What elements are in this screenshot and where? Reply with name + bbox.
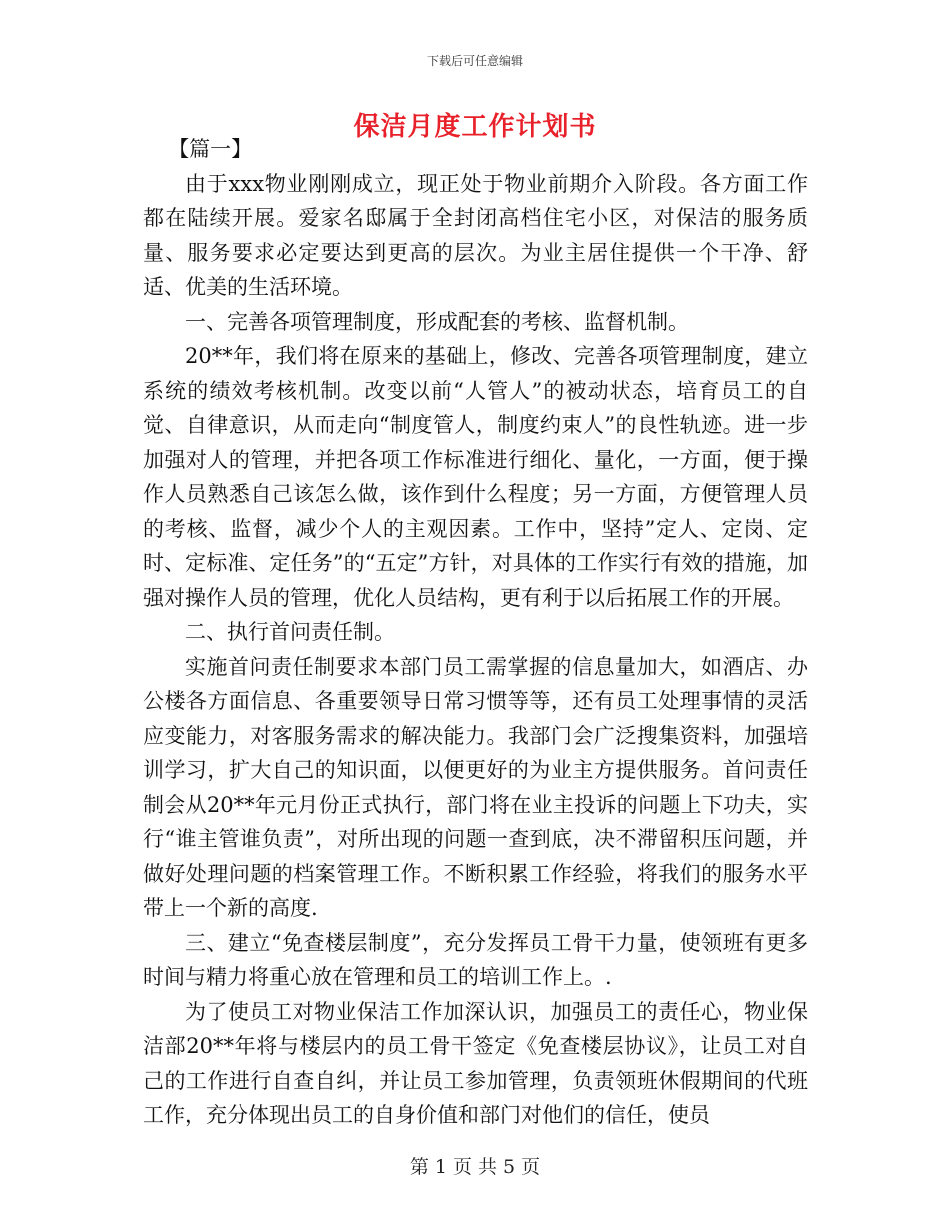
heading-three: 三、建立“免查楼层制度”，充分发挥员工骨干力量，使领班有更多时间与精力将重心放在管理和员工的培训工作上。. bbox=[143, 930, 808, 989]
section-label: 【篇一】 bbox=[168, 137, 253, 161]
header-note: 下载后可任意编辑 bbox=[426, 54, 523, 68]
heading-one: 一、完善各项管理制度，形成配套的考核、监督机制。 bbox=[185, 309, 689, 334]
document-title: 保洁月度工作计划书 bbox=[353, 112, 597, 142]
paragraph-one: 20**年，我们将在原来的基础上，修改、完善各项管理制度，建立系统的绩效考核机制。改变以前“人管人”的被动状态，培育员工的自觉、自律意识，从而走向“制度管人，制度约束人”的良性轨迹。进一步加强对人的管理，并把各项工作标准进行细化、量化，一方面，便于操作人员熟悉自己该怎么做，该作到什么程度；另一方面，方便管理人员的考核、监督，减少个人的主观因素。工作中，坚持”定人、定岗、定时、定标准、定任务”的“五定”方针，对具体的工作实行有效的措施，加强对操作人员的管理，优化人员结构，更有利于以后拓展工作的开展。 bbox=[143, 344, 808, 610]
paragraph-three: 为了使员工对物业保洁工作加深认识，加强员工的责任心，物业保洁部20**年将与楼层内的员工骨干签定《免查楼层协议》，让员工对自己的工作进行自查自纠，并让员工参加管理，负责领班休假期间的代班工作，充分体现出员工的自身价值和部门对他们的信任，使员 bbox=[143, 999, 808, 1127]
page-footer: 第 1 页 共 5 页 bbox=[409, 1156, 541, 1178]
paragraph-intro: 由于xxx物业刚刚成立，现正处于物业前期介入阶段。各方面工作都在陆续开展。爱家名邸属于全封闭高档住宅小区，对保洁的服务质量、服务要求必定要达到更高的层次。为业主居住提供一个干净、舒适、优美的生活环境。 bbox=[143, 171, 808, 299]
paragraph-two: 实施首问责任制要求本部门员工需掌握的信息量加大，如酒店、办公楼各方面信息、各重要领导日常习惯等等，还有员工处理事情的灵活应变能力，对客服务需求的解决能力。我部门会广泛搜集资料，加强培训学习，扩大自己的知识面，以便更好的为业主方提供服务。首问责任制会从20**年元月份正式执行，部门将在业主投诉的问题上下功夫，实行“谁主管谁负责”，对所出现的问题一查到底，决不滞留积压问题，并做好处理问题的档案管理工作。不断积累工作经验，将我们的服务水平带上一个新的高度. bbox=[143, 654, 808, 920]
document-body bbox=[143, 132, 808, 1133]
heading-two: 二、执行首问责任制。 bbox=[185, 620, 395, 644]
